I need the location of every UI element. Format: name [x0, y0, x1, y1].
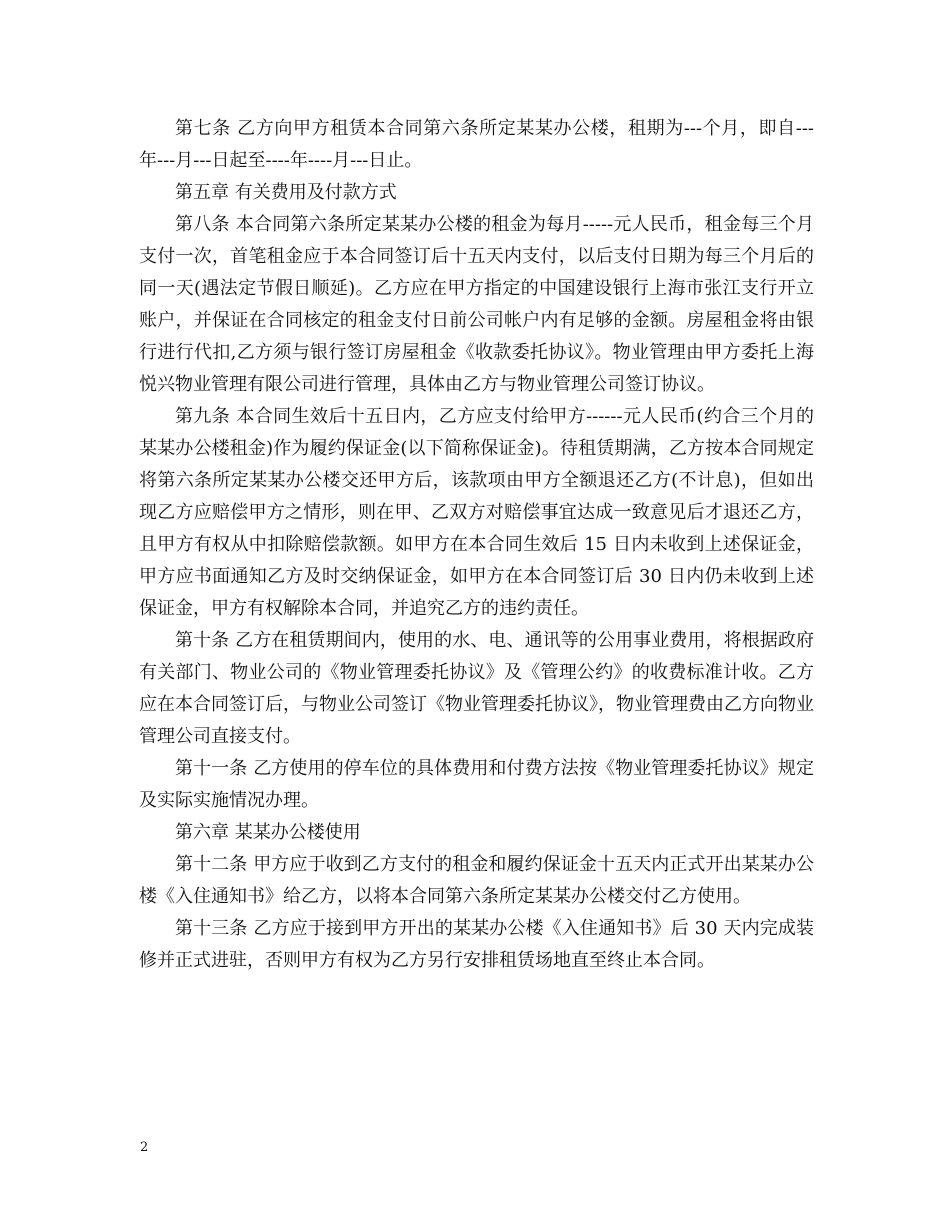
article-10-paragraph: 第十条 乙方在租赁期间内，使用的水、电、通讯等的公用事业费用，将根据政府有关部门、物业公司的《物业管理委托协议》及《管理公约》的收费标准计收。乙方应在本合同签订后，与物业公司签订《物业管理委托协议》，物业管理费由乙方向物业管理公司直接支付。 — [139, 630, 814, 747]
article-9-paragraph: 第九条 本合同生效后十五日内，乙方应支付给甲方------元人民币(约合三个月的某某办公楼租金)作为履约保证金(以下简称保证金)。待租赁期满，乙方按本合同规定将第六条所定某某办公楼交还甲方后，该款项由甲方全额退还乙方(不计息)，但如出现乙方应赔偿甲方之情形，则在甲、乙双方对赔偿事宜达成一致意见后才退还乙方，且甲方有权从中扣除赔偿款额。如甲方在本合同生效后 15 日内未收到上述保证金，甲方应书面通知乙方及时交纳保证金，如甲方在本合同签订后 30 日内仍未收到上述保证金，甲方有权解除本合同，并追究乙方的违约责任。 — [139, 406, 814, 619]
chapter-5-heading: 第五章 有关费用及付款方式 — [175, 182, 397, 203]
article-8-paragraph: 第八条 本合同第六条所定某某办公楼的租金为每月-----元人民币，租金每三个月支付一次，首笔租金应于本合同签订后十五天内支付，以后支付日期为每三个月后的同一天(遇法定节假日顺延)。乙方应在甲方指定的中国建设银行上海市张江支行开立账户，并保证在合同核定的租金支付日前公司帐户内有足够的金额。房屋租金将由银行进行代扣,乙方须与银行签订房屋租金《收款委托协议》。物业管理由甲方委托上海悦兴物业管理有限公司进行管理，具体由乙方与物业管理公司签订协议。 — [139, 214, 814, 395]
page-number: 2 — [140, 1140, 149, 1155]
chapter-6-heading: 第六章 某某办公楼使用 — [175, 822, 361, 843]
article-7-paragraph: 第七条 乙方向甲方租赁本合同第六条所定某某办公楼，租期为---个月，即自---年---月---日起至----年----月---日止。 — [139, 118, 814, 171]
document-body — [139, 113, 814, 977]
article-11-paragraph: 第十一条 乙方使用的停车位的具体费用和付费方法按《物业管理委托协议》规定及实际实施情况办理。 — [139, 758, 814, 811]
article-13-paragraph: 第十三条 乙方应于接到甲方开出的某某办公楼《入住通知书》后 30 天内完成装修并正式进驻，否则甲方有权为乙方另行安排租赁场地直至终止本合同。 — [139, 918, 814, 971]
article-12-paragraph: 第十二条 甲方应于收到乙方支付的租金和履约保证金十五天内正式开出某某办公楼《入住通知书》给乙方，以将本合同第六条所定某某办公楼交付乙方使用。 — [139, 854, 814, 907]
